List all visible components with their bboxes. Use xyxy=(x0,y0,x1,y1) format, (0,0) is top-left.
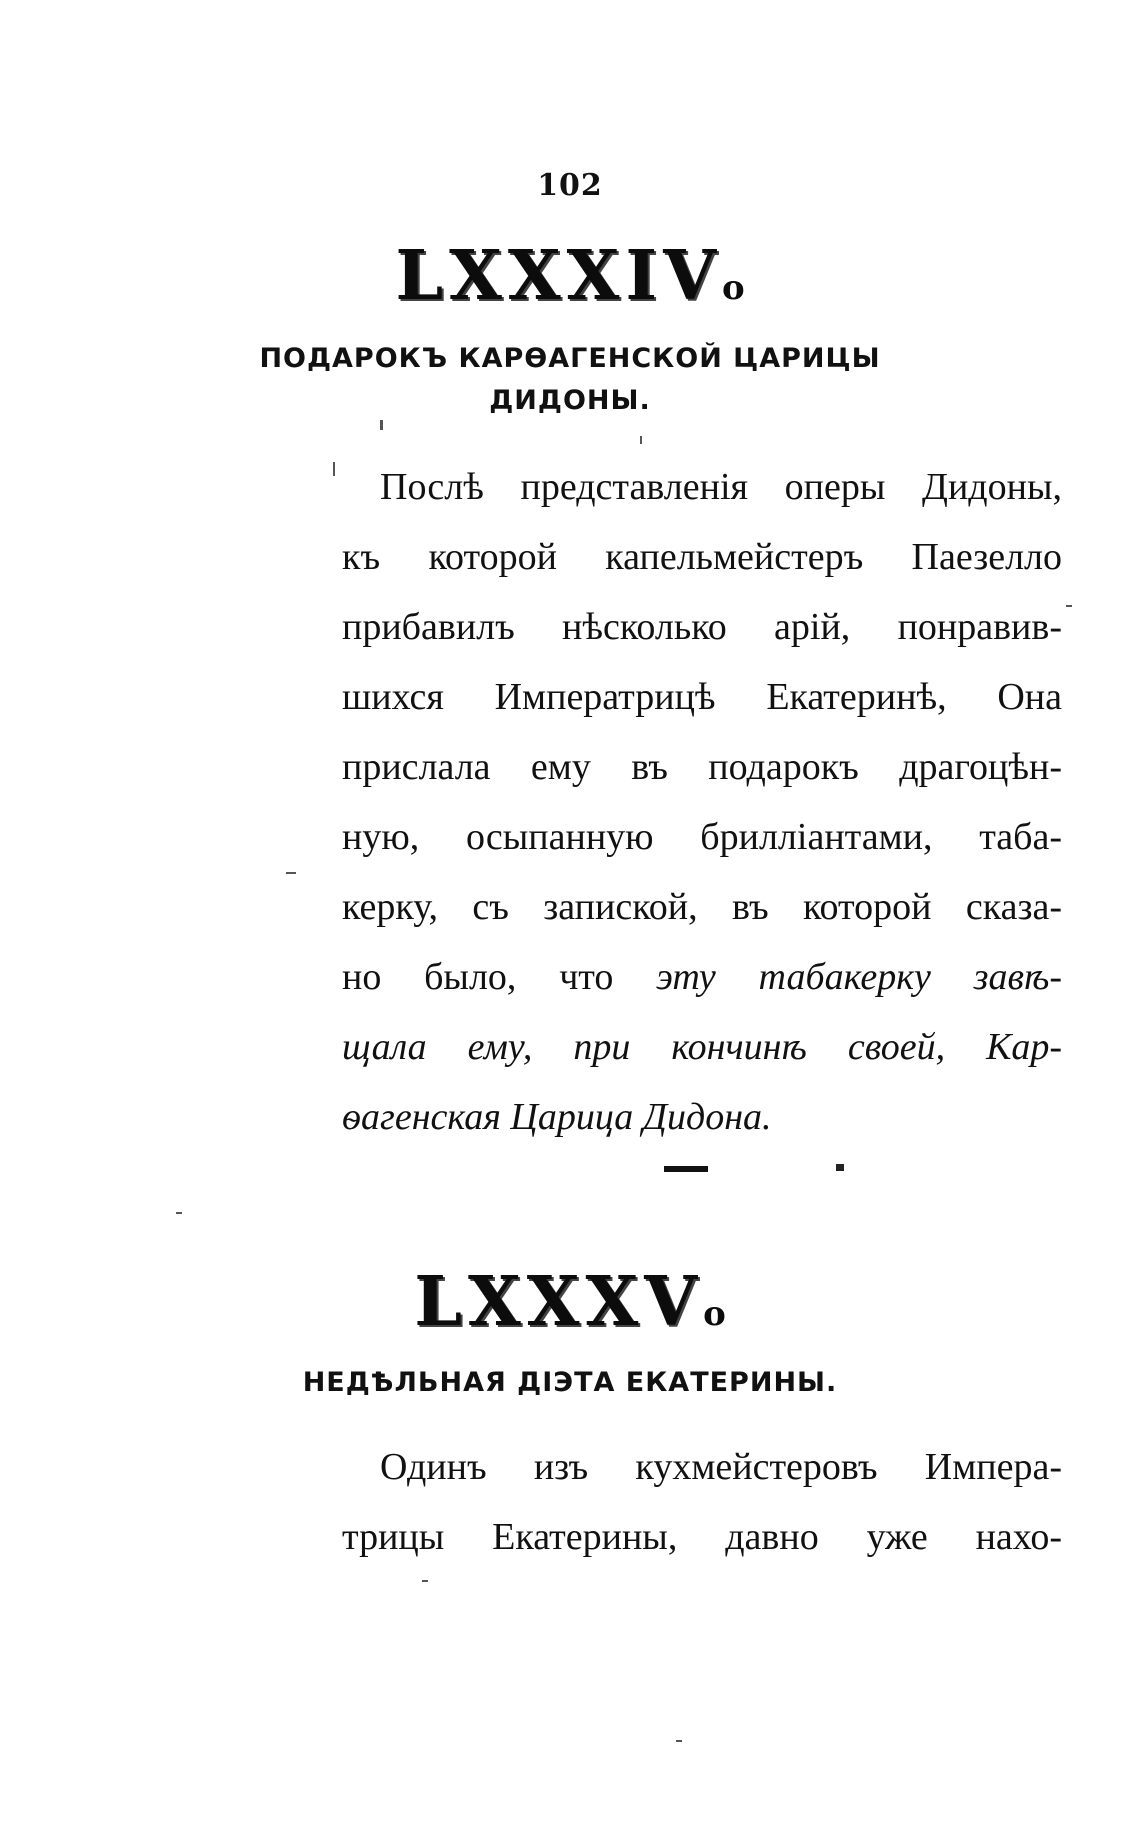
section-body xyxy=(342,1432,1062,1572)
scan-speck xyxy=(286,872,296,874)
text-line: шихся Императрицѣ Екатеринѣ, Она xyxy=(342,676,1062,718)
print-mark xyxy=(836,1164,844,1171)
text-line: прислала ему въ подарокъ драгоцѣн- xyxy=(342,746,1062,788)
section-heading xyxy=(0,338,1140,422)
text-line: ѳагенская Царица Дидона. xyxy=(342,1096,772,1138)
text-line: прибавилъ нѣсколько арій, понравив- xyxy=(342,606,1062,648)
text-line: Одинъ изъ кухмейстеровъ Импера- xyxy=(380,1446,1062,1488)
text-line: къ которой капельмейстеръ Паезелло xyxy=(342,536,1062,578)
section-heading-line: НЕДѢЛЬНАЯ ДІЭТА ЕКАТЕРИНЫ. xyxy=(302,1367,838,1398)
text-fragment: но было, что xyxy=(342,956,657,998)
text-line xyxy=(342,942,1062,1012)
section-numeral-text: LXXXV xyxy=(414,1262,704,1342)
scan-speck xyxy=(422,1580,428,1582)
scan-speck xyxy=(176,1212,182,1214)
section-numeral: LXXXIVo xyxy=(395,236,745,316)
italic-fragment: эту табакерку завѣ- xyxy=(656,956,1062,998)
scan-speck xyxy=(1066,605,1072,607)
scan-speck xyxy=(676,1740,682,1742)
section-body xyxy=(342,452,1062,1152)
section-heading xyxy=(0,1362,1140,1404)
section-divider xyxy=(664,1166,708,1172)
page-number: 102 xyxy=(537,168,603,203)
text-line: Послѣ представленія оперы Дидоны, xyxy=(380,466,1062,508)
text-line: трицы Екатерины, давно уже нахо- xyxy=(342,1516,1062,1558)
section-heading-line: ПОДАРОКЪ КАРѲАГЕНСКОЙ ЦАРИЦЫ xyxy=(259,343,881,374)
text-line: керку, съ запиской, въ которой сказа- xyxy=(342,886,1062,928)
scan-speck xyxy=(333,462,335,476)
scan-speck xyxy=(640,436,642,444)
text-line: ную, осыпанную бриллiантами, таба- xyxy=(342,816,1062,858)
section-heading-line: ДИДОНЫ. xyxy=(489,385,651,416)
section-numeral-text: LXXXIV xyxy=(395,236,722,316)
section-numeral: LXXXVo xyxy=(414,1262,726,1342)
scan-speck xyxy=(380,420,383,430)
text-line: щала ему, при кончинѣ своей, Кар- xyxy=(342,1026,1062,1068)
